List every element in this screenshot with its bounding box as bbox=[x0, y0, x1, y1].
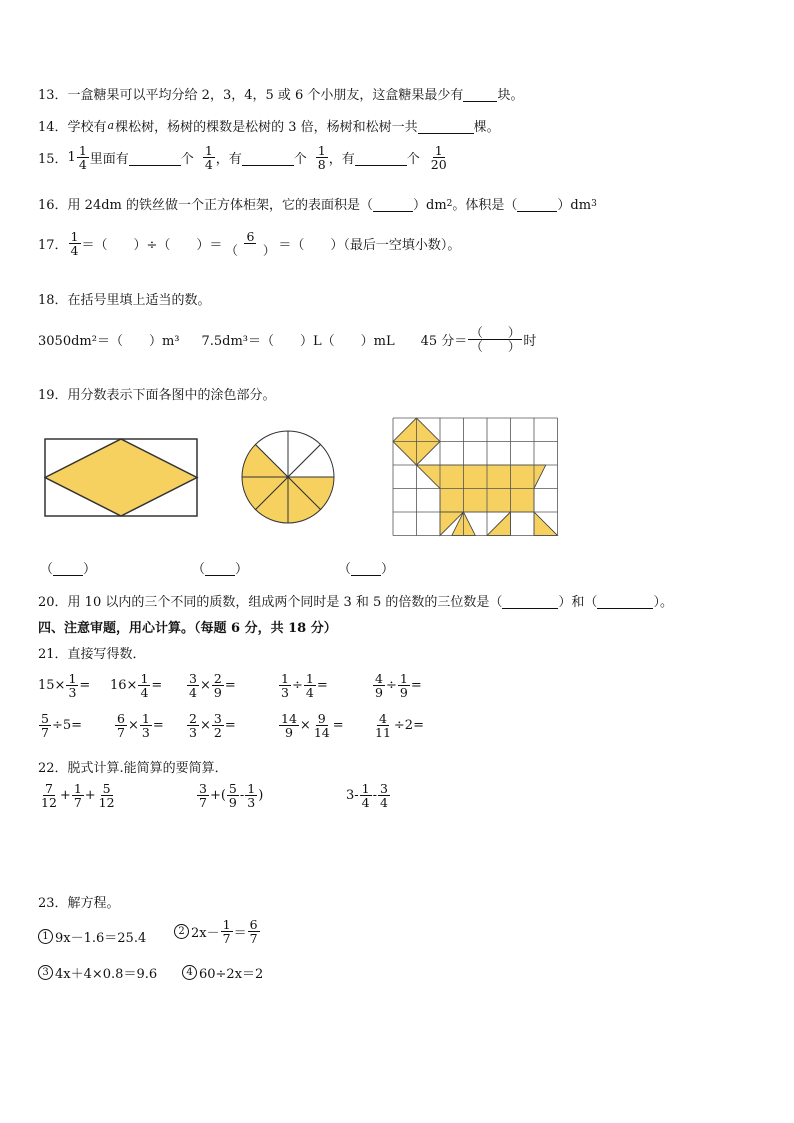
q23-mark-4: 4 bbox=[182, 965, 197, 980]
q21-2-2-d2: 3 bbox=[141, 725, 150, 741]
q20-blank-1[interactable] bbox=[502, 593, 558, 609]
q21-2-5-frac bbox=[373, 712, 393, 739]
q23-equation-3 bbox=[38, 963, 157, 982]
q20-text-mid: ）和（ bbox=[558, 595, 598, 610]
q19-paren-close-1: ） bbox=[83, 562, 97, 577]
q15-fraction-2 bbox=[316, 144, 328, 171]
q16-text: 16．用 24dm 的铁丝做一个正方体柜架，它的表面积是（ bbox=[38, 198, 373, 213]
q21-1-5-d1: 9 bbox=[375, 685, 383, 701]
q23-eq1-text: 9x－1.6＝25.4 bbox=[55, 931, 147, 946]
q21-2-5-d: 11 bbox=[375, 725, 391, 741]
q15-mixed-den: 4 bbox=[78, 157, 87, 173]
q21-1-2-d: 4 bbox=[140, 685, 149, 701]
q21-2-1-tail: ÷5= bbox=[51, 718, 83, 734]
question-14 bbox=[38, 116, 500, 135]
q23-eq3-text: 4x＋4×0.8＝9.6 bbox=[55, 967, 158, 982]
q18-item-1: 3050dm²＝（ ）m³ bbox=[38, 334, 180, 350]
q23-mark-3: 3 bbox=[38, 965, 53, 980]
q21-1-2-n: 1 bbox=[140, 671, 149, 686]
q21-item-1-4 bbox=[278, 672, 328, 699]
q21-1-5-n1: 4 bbox=[375, 671, 383, 686]
q17-f1-den: 4 bbox=[70, 243, 79, 259]
q23-equation-4 bbox=[182, 963, 263, 982]
q18-title: 18．在括号里填上适当的数。 bbox=[38, 293, 211, 308]
q13-answer-blank[interactable] bbox=[463, 86, 497, 102]
q15-f2-num: 1 bbox=[317, 143, 326, 158]
q19-paren-open-3: （ bbox=[338, 562, 352, 577]
q19-answer-3[interactable] bbox=[338, 558, 394, 577]
q21-item-2-3 bbox=[186, 712, 236, 739]
q18-item-2: 7.5dm³＝（ ）L（ ）mL bbox=[201, 334, 395, 350]
q17-tail: ＝（ ）（最后一空填小数）。 bbox=[278, 238, 461, 254]
q16-blank-area[interactable] bbox=[373, 196, 413, 212]
q23-eq2-d1: 7 bbox=[222, 931, 231, 947]
q22-e2-d3: 3 bbox=[247, 795, 256, 811]
q23-eq2-n1: 1 bbox=[222, 917, 231, 932]
q19-title: 19．用分数表示下面各图中的涂色部分。 bbox=[38, 388, 276, 403]
q22-e1-op2: + bbox=[84, 788, 96, 804]
q22-e2-n2: 5 bbox=[228, 781, 237, 796]
q21-2-3-d2: 2 bbox=[213, 725, 222, 741]
q21-1-3-d2: 9 bbox=[213, 685, 222, 701]
q22-e1-op1: + bbox=[59, 788, 71, 804]
q21-2-4-op: × bbox=[299, 718, 311, 734]
q21-item-2-4 bbox=[278, 712, 344, 739]
q15-f1-num: 1 bbox=[204, 143, 213, 158]
q21-2-3-d1: 3 bbox=[189, 725, 197, 741]
q21-1-4-eq: = bbox=[316, 678, 328, 694]
q22-expression-3 bbox=[346, 782, 391, 809]
q15-number: 15． bbox=[38, 152, 68, 168]
q22-title: 22．脱式计算.能简算的要简算． bbox=[38, 761, 228, 776]
q22-expression-2 bbox=[196, 782, 263, 809]
q15-mixed-whole: 1 bbox=[67, 150, 76, 166]
q14-text: 14．学校有 bbox=[38, 120, 107, 135]
question-16 bbox=[38, 194, 597, 213]
q21-item-2-5 bbox=[372, 712, 424, 739]
q15-text-2: 个 bbox=[180, 152, 194, 168]
q15-mixed-num: 1 bbox=[78, 143, 87, 158]
q15-text-5: ，有 bbox=[328, 152, 355, 168]
q17-fraction-2 bbox=[223, 230, 277, 257]
q14-text-end: 棵。 bbox=[473, 120, 500, 135]
q23-eq2-n2: 6 bbox=[249, 917, 258, 932]
q22-e3-f1 bbox=[360, 782, 372, 809]
q21-1-2-a: 16× bbox=[110, 678, 138, 694]
q19-paren-open-1: （ bbox=[40, 562, 54, 577]
q21-1-2-eq: = bbox=[151, 678, 163, 694]
q22-e2-f2 bbox=[227, 782, 239, 809]
q23-eq2-a: 2x－ bbox=[191, 926, 220, 942]
q21-1-3-op: × bbox=[199, 678, 211, 694]
q21-2-2-op: × bbox=[127, 718, 139, 734]
q15-blank-1[interactable] bbox=[129, 150, 181, 166]
q23-eq4-text: 60÷2x＝2 bbox=[199, 967, 264, 982]
q21-item-1-2 bbox=[110, 672, 162, 699]
question-17 bbox=[38, 230, 460, 257]
q22-e2-op2: - bbox=[239, 788, 245, 804]
q13-text: 13．一盒糖果可以平均分给 2，3，4，5 或 6 个小朋友，这盒糖果最少有 bbox=[38, 88, 464, 103]
q22-e2-f3 bbox=[245, 782, 257, 809]
q22-e3-n2: 3 bbox=[380, 781, 388, 796]
q22-e1-f1 bbox=[39, 782, 59, 809]
q16-blank-volume[interactable] bbox=[517, 196, 557, 212]
q21-1-3-n1: 3 bbox=[189, 671, 197, 686]
q15-text-1: 里面有 bbox=[89, 152, 129, 168]
q21-1-2-frac bbox=[138, 672, 150, 699]
q21-1-4-op: ÷ bbox=[291, 678, 303, 694]
q22-e3-d2: 4 bbox=[380, 795, 388, 811]
q15-fraction-3 bbox=[429, 144, 449, 171]
q22-e3-op: - bbox=[372, 788, 378, 804]
q20-blank-2[interactable] bbox=[597, 593, 653, 609]
q21-1-4-f1 bbox=[279, 672, 291, 699]
q18-item-3-unit: 时 bbox=[523, 334, 537, 350]
q21-2-4-d1: 9 bbox=[284, 725, 293, 741]
question-15 bbox=[38, 144, 450, 171]
q22-e3-a: 3- bbox=[346, 788, 359, 804]
q21-1-1-d: 3 bbox=[68, 685, 77, 701]
q19-paren-close-3: ） bbox=[381, 562, 395, 577]
q19-blank-2[interactable] bbox=[205, 560, 235, 576]
q14-answer-blank[interactable] bbox=[418, 118, 474, 134]
q23-eq2-mid: ＝ bbox=[233, 926, 247, 942]
q15-f1-den: 4 bbox=[204, 157, 213, 173]
q21-2-4-eq: = bbox=[332, 718, 344, 734]
q22-e1-f3 bbox=[97, 782, 117, 809]
q21-2-4-n1: 14 bbox=[281, 711, 297, 726]
q21-1-4-d2: 4 bbox=[305, 685, 314, 701]
q21-1-5-op: ÷ bbox=[385, 678, 397, 694]
q15-text-3: ，有 bbox=[215, 152, 242, 168]
q23-equation-2 bbox=[174, 918, 261, 945]
question-20 bbox=[38, 591, 673, 610]
q21-2-4-f2 bbox=[312, 712, 332, 739]
q21-2-4-n2: 9 bbox=[317, 711, 326, 726]
q21-2-2-f1 bbox=[115, 712, 127, 739]
q14-text-mid: 棵松树，杨树的棵数是松树的 3 倍，杨树和松树一共 bbox=[115, 120, 418, 135]
circle-eighths-figure bbox=[240, 429, 336, 525]
q15-mixed-number bbox=[68, 144, 90, 171]
q21-2-2-n2: 1 bbox=[141, 711, 150, 726]
q19-answer-2[interactable] bbox=[192, 558, 248, 577]
q15-text-6: 个 bbox=[406, 152, 420, 168]
q15-f3-den: 20 bbox=[430, 157, 447, 173]
q17-f1-num: 1 bbox=[70, 229, 79, 244]
q21-2-4-d2: 14 bbox=[313, 725, 330, 741]
q21-1-5-n2: 1 bbox=[399, 671, 408, 686]
q21-item-1-1 bbox=[38, 672, 90, 699]
q23-mark-1: 1 bbox=[38, 929, 53, 944]
q15-blank-3[interactable] bbox=[355, 150, 407, 166]
q21-1-1-a: 15× bbox=[38, 678, 66, 694]
q18-item-3: 45 分＝ bbox=[420, 334, 468, 350]
q15-mixed-frac bbox=[77, 144, 89, 171]
q18-frac-den[interactable]: （ ） bbox=[470, 339, 521, 355]
q17-fraction-1 bbox=[69, 230, 81, 257]
q15-f2-den: 8 bbox=[317, 157, 326, 173]
q19-blank-1[interactable] bbox=[53, 560, 83, 576]
q23-mark-2: 2 bbox=[174, 924, 189, 939]
q22-e1-f2 bbox=[72, 782, 84, 809]
q21-1-4-n1: 1 bbox=[281, 671, 289, 686]
q15-fraction-1 bbox=[203, 144, 215, 171]
q16-unit-volume: ）dm bbox=[557, 198, 592, 213]
q21-1-1-frac bbox=[66, 672, 78, 699]
q21-2-3-n1: 2 bbox=[189, 711, 197, 726]
q19-paren-close-2: ） bbox=[235, 562, 249, 577]
q22-e2-f1 bbox=[197, 782, 209, 809]
q16-text-volume: 。体积是（ bbox=[452, 198, 518, 213]
q21-1-1-eq: = bbox=[79, 678, 91, 694]
q23-eq2-f1 bbox=[221, 918, 233, 945]
q21-1-5-f1 bbox=[373, 672, 385, 699]
q13-text-end: 块。 bbox=[497, 88, 524, 103]
q21-2-2-n1: 6 bbox=[117, 711, 125, 726]
q20-text: 20．用 10 以内的三个不同的质数，组成两个同时是 3 和 5 的倍数的三位数是（ bbox=[38, 595, 503, 610]
q22-expression-1 bbox=[38, 782, 118, 809]
q21-item-2-1 bbox=[38, 712, 82, 739]
q21-1-5-f2 bbox=[398, 672, 410, 699]
q22-e1-d1: 12 bbox=[41, 795, 57, 811]
q22-e2-d2: 9 bbox=[228, 795, 237, 811]
q22-e2-tail: ) bbox=[258, 788, 264, 804]
q21-item-1-5 bbox=[372, 672, 422, 699]
q21-2-1-d: 7 bbox=[41, 725, 49, 741]
grid-cat-figure bbox=[392, 417, 560, 539]
q21-2-3-eq: = bbox=[224, 718, 236, 734]
q22-e1-n2: 1 bbox=[73, 781, 82, 796]
q21-2-3-n2: 3 bbox=[213, 711, 222, 726]
q21-item-1-3 bbox=[186, 672, 236, 699]
q22-e2-op1: +( bbox=[209, 788, 226, 804]
q23-equation-1 bbox=[38, 927, 146, 946]
q22-e1-d3: 12 bbox=[98, 795, 115, 811]
q19-answer-1[interactable] bbox=[40, 558, 96, 577]
q14-variable: a bbox=[107, 119, 115, 132]
q17-f2-den: （ ） bbox=[225, 243, 276, 259]
q21-2-5-tail: ÷2= bbox=[393, 718, 424, 734]
q17-f2-num: 6 bbox=[246, 229, 255, 244]
q22-e2-d1: 7 bbox=[199, 795, 207, 811]
section-4-title: 四、注意审题，用心计算。（每题 6 分，共 18 分） bbox=[38, 621, 337, 636]
q18-frac-num[interactable]: （ ） bbox=[470, 325, 521, 340]
q17-number: 17． bbox=[38, 238, 68, 254]
q23-eq2-d2: 7 bbox=[249, 931, 258, 947]
q22-e3-n1: 1 bbox=[361, 781, 370, 796]
q21-1-5-eq: = bbox=[410, 678, 422, 694]
shaded-region bbox=[534, 512, 558, 536]
rectangle-rhombus-figure bbox=[44, 438, 200, 518]
q22-e3-d1: 4 bbox=[361, 795, 370, 811]
q21-2-3-f1 bbox=[187, 712, 199, 739]
q23-title: 23．解方程。 bbox=[38, 896, 120, 911]
q21-title: 21．直接写得数． bbox=[38, 647, 146, 662]
q21-1-5-d2: 9 bbox=[399, 685, 408, 701]
q15-f3-num: 1 bbox=[434, 143, 443, 158]
q21-2-1-n: 5 bbox=[41, 711, 49, 726]
q16-unit-area: ）dm bbox=[413, 198, 447, 213]
q21-2-3-f2 bbox=[212, 712, 224, 739]
shaded-region bbox=[487, 512, 511, 536]
q16-sup-2: 2 bbox=[446, 198, 453, 209]
q18-fraction bbox=[468, 326, 522, 353]
q23-eq2-f2 bbox=[248, 918, 260, 945]
q19-blank-3[interactable] bbox=[351, 560, 381, 576]
q21-2-2-d1: 7 bbox=[117, 725, 125, 741]
q21-1-3-f2 bbox=[212, 672, 224, 699]
q21-1-1-n: 1 bbox=[68, 671, 77, 686]
q21-1-3-n2: 2 bbox=[213, 671, 222, 686]
q21-1-4-n2: 1 bbox=[305, 671, 314, 686]
q22-e1-n3: 5 bbox=[102, 781, 111, 796]
q21-1-4-f2 bbox=[304, 672, 316, 699]
q22-e3-f2 bbox=[378, 782, 390, 809]
q22-e2-n3: 1 bbox=[247, 781, 256, 796]
q21-1-3-d1: 4 bbox=[189, 685, 197, 701]
question-18-items bbox=[38, 326, 536, 353]
q21-2-1-frac bbox=[39, 712, 51, 739]
q21-2-3-op: × bbox=[199, 718, 211, 734]
q22-e2-n1: 3 bbox=[199, 781, 207, 796]
q21-2-5-n: 4 bbox=[378, 711, 387, 726]
q22-e1-d2: 7 bbox=[73, 795, 82, 811]
q21-2-2-eq: = bbox=[152, 718, 164, 734]
q15-blank-2[interactable] bbox=[242, 150, 294, 166]
q15-text-4: 个 bbox=[293, 152, 307, 168]
q20-text-end: ）。 bbox=[653, 595, 673, 610]
q19-paren-open-2: （ bbox=[192, 562, 206, 577]
q21-2-4-f1 bbox=[279, 712, 299, 739]
q21-2-2-f2 bbox=[140, 712, 152, 739]
q17-middle: ＝（ ）÷（ ）＝ bbox=[81, 238, 223, 254]
question-13 bbox=[38, 84, 523, 103]
q16-sup-3: 3 bbox=[591, 198, 597, 209]
q22-e1-n1: 7 bbox=[44, 781, 53, 796]
q21-1-3-eq: = bbox=[224, 678, 236, 694]
q21-1-3-f1 bbox=[187, 672, 199, 699]
q21-1-4-d1: 3 bbox=[281, 685, 289, 701]
q21-item-2-2 bbox=[114, 712, 164, 739]
